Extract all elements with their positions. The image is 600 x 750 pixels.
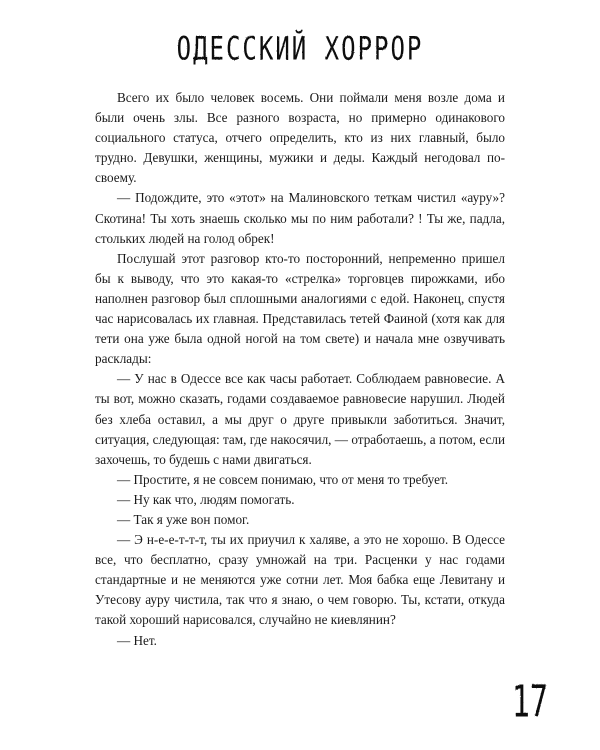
page-number: 17 — [511, 677, 548, 728]
running-header: ОДЕССКИЙ ХОРРОР — [176, 30, 424, 68]
paragraph: Всего их было человек восемь. Они поймали меня возле дома и были очень злы. Все разного возраста, но примерно одинакового социального статуса, отчего определить, кто из них главный, было трудно. Девушки, женщины, мужики и деды. Каждый негодовал по-своему. — [95, 90, 505, 186]
paragraph: — Нет. — [117, 632, 157, 648]
body-text — [95, 88, 505, 651]
paragraph: — Подождите, это «этот» на Малиновского теткам чистил «ауру»? Скотина! Ты хоть знаешь сколько мы по ним работали? ! Ты же, падла, стольких людей на голод обрек! — [95, 190, 505, 246]
paragraph: Послушай этот разговор кто-то посторонний, непременно пришел бы к выводу, что это какая-то «стрелка» торговцев пирожками, ибо наполнен разговор был сплошными аналогиями с едой. Наконец, спустя час нарисовалась их главная. Представилась тетей Фаиной (хотя как для тети она уже была одной ногой на том свете) и начала мне озвучивать расклады: — [95, 250, 505, 367]
paragraph: — Э н-е-е-т-т-т, ты их приучил к халяве, а это не хорошо. В Одессе все, что бесплатно, сразу умножай на три. Расценки у нас годами стандартные и не меняются уже сотни лет. Моя бабка еще Левитану и Утесову ауру чистила, так что я знаю, о чем говорю. Ты, кстати, откуда такой хороший нарисовался, случайно не киевлянин? — [95, 532, 505, 628]
paragraph: — Так я уже вон помог. — [117, 511, 250, 527]
paragraph: — Простите, я не совсем понимаю, что от меня то требует. — [117, 471, 449, 487]
paragraph: — У нас в Одессе все как часы работает. Соблюдаем равновесие. А ты вот, можно сказать, годами создаваемое равновесие нарушил. Людей без хлеба оставил, а мы друг о друге привыкли заботиться. Значит, ситуация, следующая: там, где накосячил, — отработаешь, а потом, если захочешь, то будешь с нами двигаться. — [95, 371, 505, 467]
paragraph: — Ну как что, людям помогать. — [117, 491, 295, 507]
